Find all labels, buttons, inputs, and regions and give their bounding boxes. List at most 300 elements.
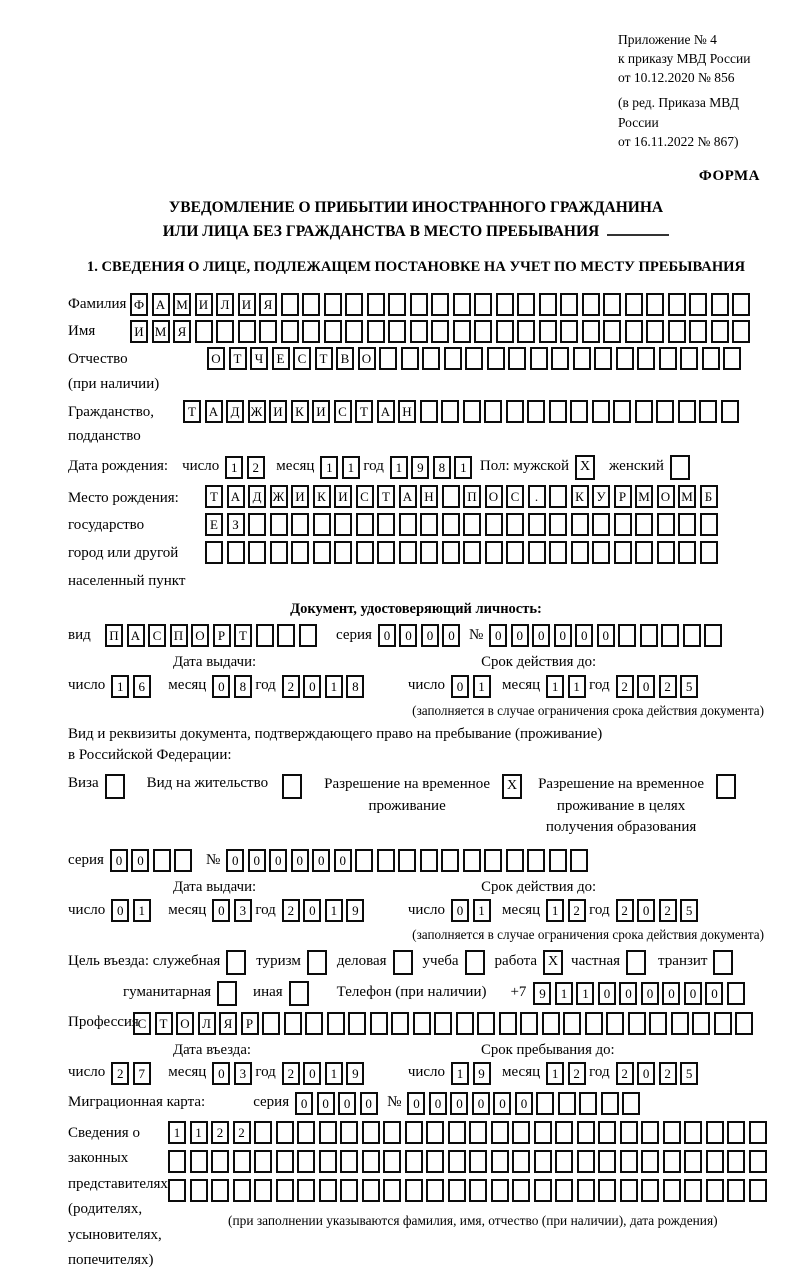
char-cell: 6 [133, 675, 151, 698]
char-cell [641, 1150, 659, 1173]
representatives-note: (при заполнении указываются фамилия, имя, отчество (при наличии), дата рождения) [228, 1212, 718, 1228]
char-cell: 1 [390, 456, 408, 479]
id-doc-dates-row: число 1 6 месяц 0 8 год 2 0 1 8 число 0 1 месяц 1 1 год 2 0 2 5 [68, 675, 764, 698]
char-cell [453, 320, 471, 343]
birth-day-cells [225, 456, 268, 479]
char-cell: 0 [399, 624, 417, 647]
residence-permit-label: Вид на жительство [146, 774, 269, 791]
char-cell [299, 624, 317, 647]
ref-line: (в ред. Приказа МВД России [618, 95, 739, 130]
char-cell [571, 541, 589, 564]
char-cell [727, 1150, 745, 1173]
char-cell [598, 1179, 616, 1202]
char-cell [542, 1012, 560, 1035]
char-cell [388, 293, 406, 316]
char-cell [603, 293, 621, 316]
char-cell: 8 [433, 456, 451, 479]
char-cell: Т [183, 400, 201, 423]
char-cell: Т [155, 1012, 173, 1035]
char-cell [319, 1150, 337, 1173]
id-valid-day [451, 675, 494, 698]
purpose-tourism-label: туризм [256, 953, 301, 970]
char-cell [721, 400, 739, 423]
char-cell: 0 [554, 624, 572, 647]
char-cell: 0 [598, 982, 616, 1005]
char-cell: 1 [325, 1062, 343, 1085]
char-cell [656, 400, 674, 423]
char-cell [678, 541, 696, 564]
char-cell [297, 1150, 315, 1173]
id-doc-header: Документ, удостоверяющий личность: [290, 600, 542, 617]
char-cell [190, 1179, 208, 1202]
char-cell: Е [205, 513, 223, 536]
char-cell [678, 513, 696, 536]
char-cell [211, 1179, 229, 1202]
char-cell: 0 [269, 849, 287, 872]
char-cell [356, 541, 374, 564]
purpose-business-checkbox [393, 950, 413, 975]
char-cell [410, 293, 428, 316]
char-cell: И [130, 320, 148, 343]
char-cell: О [657, 485, 675, 508]
char-cell [345, 320, 363, 343]
char-cell: А [377, 400, 395, 423]
char-cell: П [105, 624, 123, 647]
char-cell [383, 1179, 401, 1202]
char-cell: А [127, 624, 145, 647]
citizenship-row [68, 400, 764, 449]
char-cell [367, 293, 385, 316]
title-line2: ИЛИ ЛИЦА БЕЗ ГРАЖДАНСТВА В МЕСТО ПРЕБЫВАНИЯ [162, 223, 600, 241]
valid-note: (заполняется в случае ограничения срока действия документа) [412, 702, 764, 718]
char-cell [671, 1012, 689, 1035]
char-cell [233, 1179, 251, 1202]
char-cell [749, 1121, 767, 1144]
char-cell: 0 [212, 899, 230, 922]
char-cell: 0 [378, 624, 396, 647]
char-cell: 0 [705, 982, 723, 1005]
char-cell: М [173, 293, 191, 316]
char-cell: С [148, 624, 166, 647]
day-label: число [182, 458, 220, 475]
char-cell [534, 1179, 552, 1202]
char-cell [413, 1012, 431, 1035]
char-cell [377, 513, 395, 536]
char-cell [248, 541, 266, 564]
char-cell [174, 849, 192, 872]
char-cell [512, 1179, 530, 1202]
char-cell [334, 513, 352, 536]
char-cell: Д [248, 485, 266, 508]
name-cells [130, 320, 754, 343]
char-cell: 0 [451, 899, 469, 922]
char-cell [491, 1179, 509, 1202]
char-cell [377, 541, 395, 564]
char-cell [527, 400, 545, 423]
char-cell [391, 1012, 409, 1035]
char-cell [442, 513, 460, 536]
char-cell: И [334, 485, 352, 508]
series-label: серия [336, 627, 372, 644]
char-cell [539, 293, 557, 316]
id-doc-kind-row [68, 624, 764, 647]
char-cell [598, 1121, 616, 1144]
char-cell: 2 [282, 899, 300, 922]
char-cell: 0 [450, 1092, 468, 1115]
char-cell [420, 400, 438, 423]
migration-card-row: Миграционная карта: серия 0 0 0 0 № 0 0 0 0 0 0 [68, 1092, 764, 1115]
char-cell [563, 1012, 581, 1035]
char-cell: А [205, 400, 223, 423]
char-cell [614, 541, 632, 564]
form-title [68, 196, 764, 244]
char-cell [517, 320, 535, 343]
char-cell [491, 1150, 509, 1173]
stay-year [616, 1062, 702, 1085]
char-cell: 0 [442, 624, 460, 647]
char-cell: 0 [110, 849, 128, 872]
char-cell [499, 1012, 517, 1035]
char-cell: 2 [282, 1062, 300, 1085]
repr-row1 [168, 1121, 770, 1144]
char-cell: О [207, 347, 225, 370]
char-cell [420, 513, 438, 536]
char-cell [399, 541, 417, 564]
migration-number-cells [407, 1092, 644, 1115]
temp-residence-edu-checkbox [716, 774, 736, 799]
char-cell [340, 1150, 358, 1173]
char-cell [668, 320, 686, 343]
char-cell [684, 1150, 702, 1173]
id-doc-number-cells [489, 624, 726, 647]
char-cell [405, 1150, 423, 1173]
char-cell [549, 541, 567, 564]
char-cell [485, 513, 503, 536]
char-cell [534, 1150, 552, 1173]
char-cell [469, 1179, 487, 1202]
char-cell: 0 [407, 1092, 425, 1115]
char-cell [496, 320, 514, 343]
char-cell [233, 1150, 251, 1173]
char-cell [668, 293, 686, 316]
entry-month [212, 1062, 255, 1085]
ref-line: Приложение № 4 [618, 32, 717, 47]
char-cell [678, 400, 696, 423]
char-cell: . [528, 485, 546, 508]
char-cell [305, 1012, 323, 1035]
char-cell [410, 320, 428, 343]
char-cell [313, 541, 331, 564]
char-cell: Ж [270, 485, 288, 508]
char-cell [684, 1179, 702, 1202]
char-cell: Я [173, 320, 191, 343]
char-cell: 0 [575, 624, 593, 647]
number-sign: № [468, 627, 484, 644]
char-cell [558, 1092, 576, 1115]
char-cell [700, 541, 718, 564]
char-cell [254, 1179, 272, 1202]
citizenship-cells [183, 400, 742, 423]
purpose-other-label: иная [253, 984, 283, 1001]
purpose-official-label: Цель въезда: служебная [68, 953, 221, 970]
char-cell [570, 400, 588, 423]
char-cell: О [358, 347, 376, 370]
char-cell [661, 624, 679, 647]
char-cell [277, 624, 295, 647]
rd-valid-year [616, 899, 702, 922]
char-cell [465, 347, 483, 370]
char-cell [248, 513, 266, 536]
char-cell: 2 [568, 1062, 586, 1085]
char-cell [551, 347, 569, 370]
char-cell [302, 293, 320, 316]
char-cell [319, 1121, 337, 1144]
char-cell: 1 [546, 675, 564, 698]
char-cell [276, 1121, 294, 1144]
purpose-work-checkbox: X [543, 950, 563, 975]
right-doc-dates-row: число 0 1 месяц 0 3 год 2 0 1 9 число 0 1 месяц 1 2 год 2 0 2 5 [68, 899, 764, 922]
char-cell: Т [234, 624, 252, 647]
char-cell [577, 1179, 595, 1202]
char-cell [657, 513, 675, 536]
char-cell [405, 1179, 423, 1202]
char-cell [689, 320, 707, 343]
char-cell [496, 293, 514, 316]
char-cell [313, 513, 331, 536]
char-cell: 0 [451, 675, 469, 698]
char-cell: 1 [568, 675, 586, 698]
char-cell [401, 347, 419, 370]
char-cell: 5 [680, 899, 698, 922]
char-cell [434, 1012, 452, 1035]
migration-series-cells [295, 1092, 381, 1115]
char-cell [297, 1121, 315, 1144]
char-cell [297, 1179, 315, 1202]
char-cell: П [170, 624, 188, 647]
char-cell: 0 [360, 1092, 378, 1115]
char-cell: 8 [234, 675, 252, 698]
char-cell: К [291, 400, 309, 423]
kind-label: вид [68, 627, 91, 644]
char-cell [641, 1179, 659, 1202]
right-doc-number-cells [226, 849, 592, 872]
char-cell [517, 293, 535, 316]
char-cell [484, 849, 502, 872]
char-cell: А [152, 293, 170, 316]
id-issue-month [212, 675, 255, 698]
char-cell: 5 [680, 675, 698, 698]
id-issue-year [282, 675, 368, 698]
id-issue-day [111, 675, 154, 698]
char-cell: 0 [532, 624, 550, 647]
month-label: месяц [276, 458, 315, 475]
char-cell [549, 400, 567, 423]
char-cell [637, 347, 655, 370]
phone-label: Телефон (при наличии) [336, 984, 487, 1001]
char-cell [276, 1150, 294, 1173]
birth-place-cells [205, 485, 721, 569]
char-cell [528, 513, 546, 536]
ref-line: от 16.11.2022 № 867) [618, 133, 739, 149]
char-cell: 0 [637, 1062, 655, 1085]
char-cell: 0 [334, 849, 352, 872]
char-cell [506, 513, 524, 536]
char-cell: Н [398, 400, 416, 423]
char-cell [577, 1121, 595, 1144]
char-cell: 0 [248, 849, 266, 872]
birth-place-row1 [205, 485, 721, 508]
char-cell [334, 541, 352, 564]
char-cell [506, 541, 524, 564]
char-cell [649, 1012, 667, 1035]
char-cell: 1 [111, 675, 129, 698]
char-cell [474, 320, 492, 343]
name-row [68, 320, 764, 343]
char-cell [603, 320, 621, 343]
char-cell [441, 849, 459, 872]
char-cell: 3 [234, 1062, 252, 1085]
char-cell [463, 541, 481, 564]
char-cell [276, 1179, 294, 1202]
char-cell: 1 [546, 1062, 564, 1085]
char-cell [426, 1121, 444, 1144]
birth-place-row2 [205, 513, 721, 536]
purpose-tourism-checkbox [307, 950, 327, 975]
right-doc-intro1: Вид и реквизиты документа, подтверждающего право на пребывание (проживание) [68, 725, 603, 742]
char-cell [512, 1121, 530, 1144]
rd-issue-month [212, 899, 255, 922]
char-cell [704, 624, 722, 647]
char-cell [506, 849, 524, 872]
char-cell [456, 1012, 474, 1035]
char-cell [635, 541, 653, 564]
char-cell: 0 [421, 624, 439, 647]
char-cell: 1 [576, 982, 594, 1005]
char-cell [663, 1121, 681, 1144]
char-cell: Б [700, 485, 718, 508]
char-cell [646, 320, 664, 343]
char-cell: 9 [473, 1062, 491, 1085]
char-cell: Ч [250, 347, 268, 370]
char-cell: 2 [233, 1121, 251, 1144]
char-cell [573, 347, 591, 370]
char-cell [711, 320, 729, 343]
char-cell [555, 1121, 573, 1144]
char-cell [732, 293, 750, 316]
rd-issue-day [111, 899, 154, 922]
char-cell [692, 1012, 710, 1035]
char-cell: 1 [168, 1121, 186, 1144]
temp-residence-edu-label: Разрешение на временное проживание в целях получения образования [538, 775, 705, 836]
char-cell: 1 [325, 899, 343, 922]
char-cell [549, 513, 567, 536]
char-cell [281, 293, 299, 316]
char-cell: А [399, 485, 417, 508]
char-cell [262, 1012, 280, 1035]
char-cell: 2 [211, 1121, 229, 1144]
purpose-official-checkbox [226, 950, 246, 975]
char-cell: 2 [616, 899, 634, 922]
char-cell: М [678, 485, 696, 508]
char-cell [474, 293, 492, 316]
char-cell: М [635, 485, 653, 508]
char-cell [706, 1179, 724, 1202]
char-cell [190, 1150, 208, 1173]
char-cell [528, 541, 546, 564]
char-cell [598, 1150, 616, 1173]
char-cell [379, 347, 397, 370]
char-cell: 0 [493, 1092, 511, 1115]
entry-day [111, 1062, 154, 1085]
char-cell [706, 1121, 724, 1144]
char-cell: 1 [342, 456, 360, 479]
id-valid-year [616, 675, 702, 698]
char-cell [291, 541, 309, 564]
birth-month-cells [320, 456, 363, 479]
char-cell [442, 541, 460, 564]
char-cell [620, 1121, 638, 1144]
char-cell [555, 1150, 573, 1173]
char-cell [702, 347, 720, 370]
char-cell [211, 1150, 229, 1173]
char-cell [683, 624, 701, 647]
char-cell [520, 1012, 538, 1035]
char-cell [477, 1012, 495, 1035]
char-cell: 2 [568, 899, 586, 922]
char-cell [270, 513, 288, 536]
char-cell [254, 1121, 272, 1144]
char-cell [539, 320, 557, 343]
stay-month [546, 1062, 589, 1085]
char-cell: 2 [111, 1062, 129, 1085]
entry-date-headers [68, 1041, 764, 1060]
char-cell: С [356, 485, 374, 508]
char-cell [570, 849, 588, 872]
char-cell [635, 513, 653, 536]
char-cell: С [506, 485, 524, 508]
char-cell: 0 [111, 899, 129, 922]
char-cell: М [152, 320, 170, 343]
stay-day [451, 1062, 494, 1085]
rd-valid-day [451, 899, 494, 922]
char-cell: И [195, 293, 213, 316]
char-cell [441, 400, 459, 423]
representatives-cells [168, 1121, 770, 1229]
char-cell: Р [213, 624, 231, 647]
char-cell [699, 400, 717, 423]
char-cell: Р [614, 485, 632, 508]
char-cell [582, 293, 600, 316]
char-cell [680, 347, 698, 370]
surname-row [68, 293, 764, 316]
right-doc-intro2: в Российской Федерации: [68, 747, 232, 764]
surname-cells [130, 293, 754, 316]
repr-row2 [168, 1150, 770, 1173]
birth-year-cells [390, 456, 476, 479]
char-cell [168, 1150, 186, 1173]
char-cell: 7 [133, 1062, 151, 1085]
char-cell [527, 849, 545, 872]
purpose-private-checkbox [626, 950, 646, 975]
char-cell [663, 1150, 681, 1173]
char-cell [383, 1121, 401, 1144]
char-cell [616, 347, 634, 370]
char-cell: 2 [616, 1062, 634, 1085]
id-doc-kind-cells [105, 624, 320, 647]
char-cell [259, 320, 277, 343]
id-valid-month [546, 675, 589, 698]
title-line1: УВЕДОМЛЕНИЕ О ПРИБЫТИИ ИНОСТРАННОГО ГРАЖДАНИНА [168, 199, 664, 217]
